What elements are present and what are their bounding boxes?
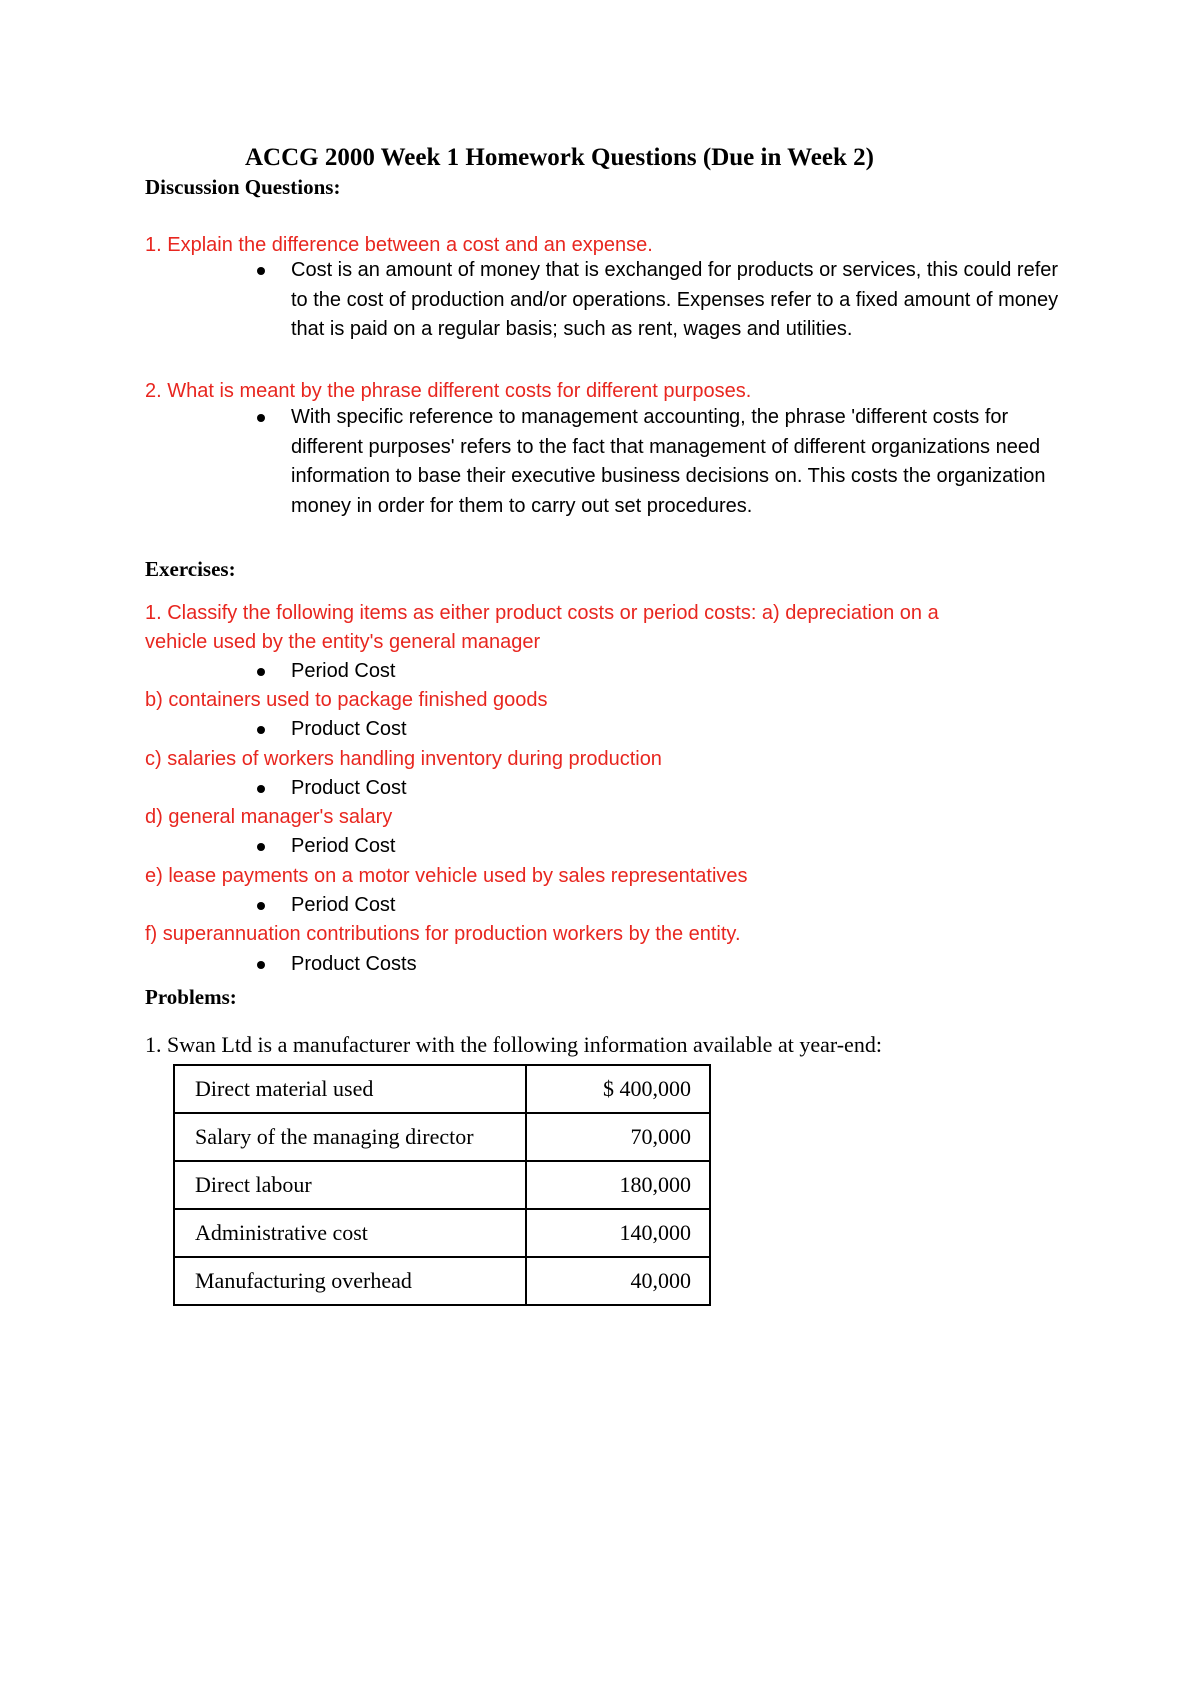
answer-text: Period Cost xyxy=(291,660,396,682)
cost-item-cell: Direct labour xyxy=(174,1161,526,1209)
answer-text: Product Cost xyxy=(291,718,407,740)
answer-text: Product Cost xyxy=(291,777,407,799)
answer-text: With specific reference to management accounting, the phrase 'different costs for different purposes' refers to the fact that management of different organizations need information to base their executive business decisions on. This costs the organization money in order for them to carry out set procedures. xyxy=(291,406,1046,517)
exercise-item-e: e) lease payments on a motor vehicle used by sales representatives xyxy=(145,865,748,887)
table-row xyxy=(174,1113,710,1161)
problems-heading: Problems: xyxy=(145,985,237,1009)
document-title: ACCG 2000 Week 1 Homework Questions (Due in Week 2) xyxy=(245,144,874,171)
bullet-icon xyxy=(257,902,265,910)
table-row xyxy=(174,1257,710,1305)
exercise-answer-c xyxy=(291,774,1071,804)
exercise-item-d: d) general manager's salary xyxy=(145,806,393,828)
table-row xyxy=(174,1209,710,1257)
discussion-answer-2 xyxy=(291,403,1071,521)
cost-amount-cell: 140,000 xyxy=(526,1209,710,1257)
answer-text: Period Cost xyxy=(291,835,396,857)
cost-item-cell: Direct material used xyxy=(174,1065,526,1113)
bullet-icon xyxy=(257,414,265,422)
cost-amount-cell: 70,000 xyxy=(526,1113,710,1161)
cost-amount-cell: 40,000 xyxy=(526,1257,710,1305)
discussion-question-2: 2. What is meant by the phrase different costs for different purposes. xyxy=(145,380,752,402)
answer-text: Period Cost xyxy=(291,894,396,916)
exercise-intro-line-1: 1. Classify the following items as either product costs or period costs: a) depreciation on a xyxy=(145,602,939,624)
cost-amount-cell: $ 400,000 xyxy=(526,1065,710,1113)
bullet-icon xyxy=(257,668,265,676)
exercise-item-c: c) salaries of workers handling inventory during production xyxy=(145,748,662,770)
bullet-icon xyxy=(257,843,265,851)
exercise-intro-line-2: vehicle used by the entity's general manager xyxy=(145,631,541,653)
exercise-item-f: f) superannuation contributions for production workers by the entity. xyxy=(145,923,741,945)
table-row xyxy=(174,1065,710,1113)
bullet-icon xyxy=(257,961,265,969)
cost-item-cell: Salary of the managing director xyxy=(174,1113,526,1161)
bullet-icon xyxy=(257,267,265,275)
discussion-question-1: 1. Explain the difference between a cost and an expense. xyxy=(145,234,653,256)
table-row xyxy=(174,1161,710,1209)
bullet-icon xyxy=(257,726,265,734)
exercises-heading: Exercises: xyxy=(145,557,236,581)
answer-text: Product Costs xyxy=(291,953,417,975)
exercise-answer-f xyxy=(291,950,1071,980)
cost-item-cell: Manufacturing overhead xyxy=(174,1257,526,1305)
answer-text: Cost is an amount of money that is exchanged for products or services, this could refer to the cost of production and/or operations. Expenses refer to a fixed amount of money that is paid on a regular basis; such as rent, wages and utilities. xyxy=(291,259,1059,341)
cost-amount-cell: 180,000 xyxy=(526,1161,710,1209)
exercise-item-b: b) containers used to package finished goods xyxy=(145,689,548,711)
exercise-answer-d xyxy=(291,832,1071,862)
discussion-answer-1 xyxy=(291,256,1071,345)
discussion-heading: Discussion Questions: xyxy=(145,175,341,199)
exercise-answer-e xyxy=(291,891,1071,921)
cost-item-cell: Administrative cost xyxy=(174,1209,526,1257)
problem-intro: 1. Swan Ltd is a manufacturer with the following information available at year-end: xyxy=(145,1032,882,1057)
cost-table xyxy=(173,1064,711,1306)
exercise-answer-b xyxy=(291,715,1071,745)
exercise-answer-a xyxy=(291,657,1071,687)
bullet-icon xyxy=(257,785,265,793)
